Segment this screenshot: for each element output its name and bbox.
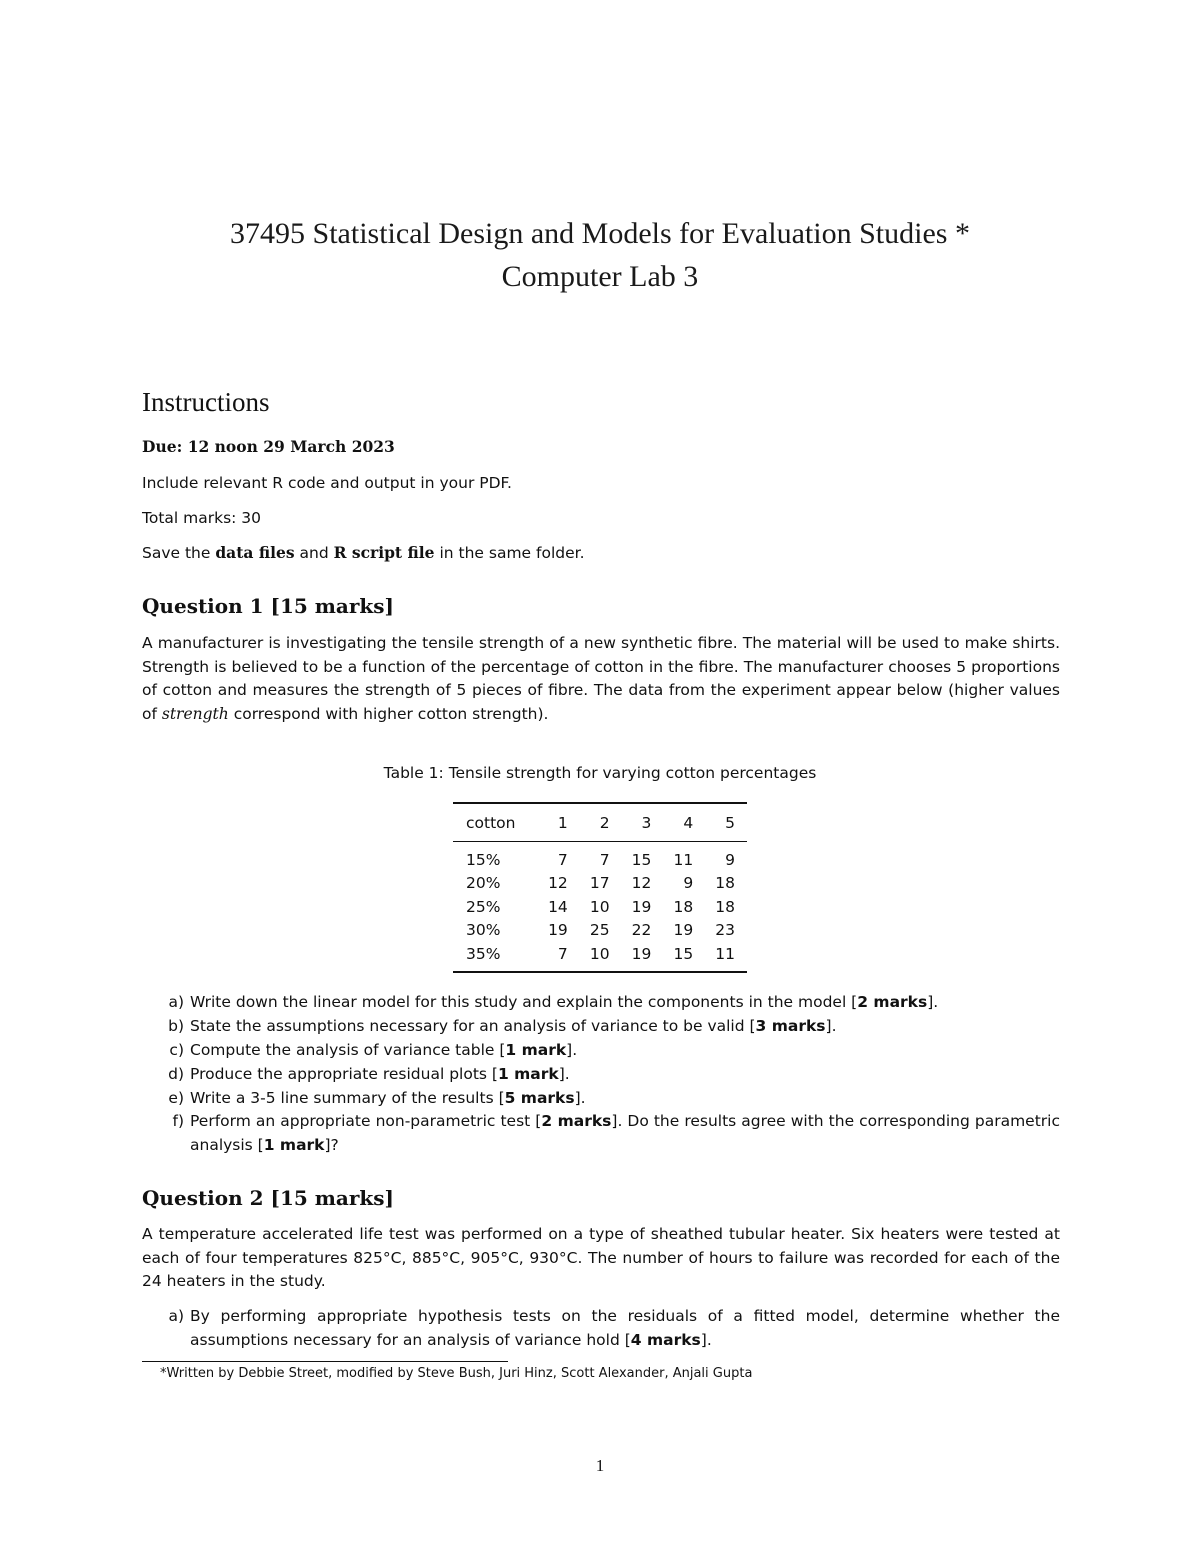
- save-instruction: [142, 543, 585, 563]
- list-item: [160, 1109, 1060, 1157]
- table-row: [453, 895, 747, 919]
- item-text-part: Write down the linear model for this study and explain the components in the model [: [190, 993, 858, 1011]
- save-text-2: and: [294, 544, 334, 562]
- item-text: [190, 1304, 1060, 1352]
- table-cell: 11: [715, 944, 735, 963]
- item-text: [190, 1109, 1060, 1157]
- table-cell: 25%: [466, 897, 501, 916]
- item-text-part: ].: [566, 1041, 578, 1059]
- table-cell: 10: [589, 897, 610, 916]
- item-text: [190, 1086, 1060, 1110]
- table-caption: Table 1: Tensile strength for varying cotton percentages: [383, 764, 817, 782]
- item-marks: 4 marks: [630, 1331, 701, 1349]
- save-text-3: in the same folder.: [434, 544, 585, 562]
- table-cell: 7: [557, 850, 568, 869]
- item-label: a): [168, 1307, 184, 1325]
- page-number: 1: [595, 1456, 605, 1475]
- footnote-rule: [142, 1361, 508, 1362]
- table-row: [453, 872, 747, 896]
- item-text-part: Write a 3-5 line summary of the results [: [190, 1089, 505, 1107]
- item-text: [190, 1038, 1060, 1062]
- include-instruction: Include relevant R code and output in your PDF.: [142, 474, 512, 492]
- table-row: [453, 842, 747, 872]
- table-cell: 7: [599, 850, 610, 869]
- table-cell: 35%: [466, 944, 501, 963]
- table-header-cell: 3: [641, 813, 652, 832]
- table-cell: 19: [631, 897, 652, 916]
- table-header-cell: 1: [557, 813, 568, 832]
- item-marks: 2 marks: [541, 1112, 612, 1130]
- table-cell: 9: [683, 874, 694, 893]
- question-1-paragraph: [142, 632, 1060, 726]
- table-cell: 9: [725, 850, 735, 869]
- table-cell: 23: [715, 921, 735, 940]
- item-text: [190, 1014, 1060, 1038]
- document-title: 37495 Statistical Design and Models for Evaluation Studies *: [230, 217, 970, 250]
- table-cell: 25: [589, 921, 610, 940]
- instructions-heading: Instructions: [142, 387, 270, 417]
- item-text-part: ].: [558, 1065, 570, 1083]
- q1-para-text: A manufacturer is investigating the tensile strength of a new synthetic fibre. The material will be used to make shirts. Strength is believed to be a function of the percentage of cotton in the fibre. The manufacturer chooses 5 proportions of cotton and measures the strength of 5 pieces of fibre. The data from the experiment appear below (higher values of: [142, 634, 1060, 723]
- footnote: *Written by Debbie Street, modified by Steve Bush, Juri Hinz, Scott Alexander, Anjali Gupta: [160, 1366, 753, 1381]
- table-cell: 10: [589, 944, 610, 963]
- item-text: [190, 1062, 1060, 1086]
- list-item: [160, 1014, 1060, 1038]
- table-cell: 12: [548, 874, 568, 893]
- table-cell: 11: [673, 850, 694, 869]
- table-cell: 18: [673, 897, 694, 916]
- item-label: c): [169, 1041, 184, 1059]
- table-cell: 7: [557, 944, 568, 963]
- item-text-part: State the assumptions necessary for an analysis of variance to be valid [: [190, 1017, 756, 1035]
- document-subtitle: Computer Lab 3: [501, 260, 699, 293]
- item-marks: 1 mark: [263, 1136, 325, 1154]
- save-data-files: data files: [215, 543, 295, 562]
- table-cell: 19: [631, 944, 652, 963]
- item-label: a): [168, 993, 184, 1011]
- table-header-cell: cotton: [466, 813, 516, 832]
- item-marks: 3 marks: [755, 1017, 826, 1035]
- table-cell: 22: [631, 921, 652, 940]
- table-header-cell: 2: [599, 813, 610, 832]
- table-cell: 19: [548, 921, 568, 940]
- list-item: [160, 1038, 1060, 1062]
- item-text-part: ].: [927, 993, 939, 1011]
- item-marks: 2 marks: [857, 993, 928, 1011]
- list-item: [160, 1086, 1060, 1110]
- table-cell: 18: [715, 874, 735, 893]
- table-cell: 20%: [466, 874, 501, 893]
- list-item: [160, 990, 1060, 1014]
- item-text-part: Compute the analysis of variance table [: [190, 1041, 506, 1059]
- item-text-part: ]. Do the results agree with the corresponding parametric analysis [: [190, 1112, 1060, 1154]
- item-text-part: ].: [700, 1331, 712, 1349]
- question-2-heading: Question 2 [15 marks]: [142, 1186, 395, 1210]
- table-cell: 12: [631, 874, 652, 893]
- list-item: [160, 1304, 1060, 1352]
- item-marks: 1 mark: [497, 1065, 559, 1083]
- table-cell: 30%: [466, 921, 501, 940]
- question-1-heading: Question 1 [15 marks]: [142, 594, 395, 618]
- table-cell: 19: [673, 921, 694, 940]
- save-r-script: R script file: [333, 543, 435, 562]
- item-text-part: ].: [574, 1089, 586, 1107]
- item-text-part: ].: [825, 1017, 837, 1035]
- table-cell: 15%: [466, 850, 501, 869]
- table-header-cell: 5: [725, 813, 735, 832]
- total-marks: Total marks: 30: [142, 509, 262, 527]
- table-row: [453, 942, 747, 972]
- q1-para-text-end: correspond with higher cotton strength).: [228, 704, 549, 723]
- item-label: e): [168, 1089, 184, 1107]
- table-cell: 15: [631, 850, 652, 869]
- item-text-part: Perform an appropriate non-parametric test [: [190, 1112, 542, 1130]
- tensile-strength-table: [453, 802, 747, 973]
- item-text-part: ]?: [324, 1136, 339, 1154]
- table-cell: 17: [589, 874, 610, 893]
- table-header-cell: 4: [683, 813, 694, 832]
- item-marks: 5 marks: [504, 1089, 575, 1107]
- item-text-part: Produce the appropriate residual plots [: [190, 1065, 498, 1083]
- table-header-row: [453, 803, 747, 842]
- item-marks: 1 mark: [505, 1041, 567, 1059]
- item-label: f): [172, 1112, 184, 1130]
- item-label: b): [168, 1017, 184, 1035]
- table-cell: 14: [548, 897, 568, 916]
- q1-para-emphasis: strength: [161, 704, 229, 723]
- save-text-1: Save the: [142, 544, 216, 562]
- item-text-part: By performing appropriate hypothesis tests on the residuals of a fitted model, determine whether the assumptions necessary for an analysis of variance hold [: [190, 1307, 1060, 1349]
- item-label: d): [168, 1065, 184, 1083]
- table-cell: 15: [673, 944, 694, 963]
- table-cell: 18: [715, 897, 735, 916]
- item-text: [190, 990, 1060, 1014]
- table-row: [453, 919, 747, 943]
- list-item: [160, 1062, 1060, 1086]
- question-2-paragraph: A temperature accelerated life test was performed on a type of sheathed tubular heater. Six heaters were tested at each of four temperatures 825°C, 885°C, 905°C, 930°C. The number of hours to failure was recorded for each of the 24 heaters in the study.: [142, 1225, 1060, 1290]
- due-date: Due: 12 noon 29 March 2023: [142, 437, 395, 456]
